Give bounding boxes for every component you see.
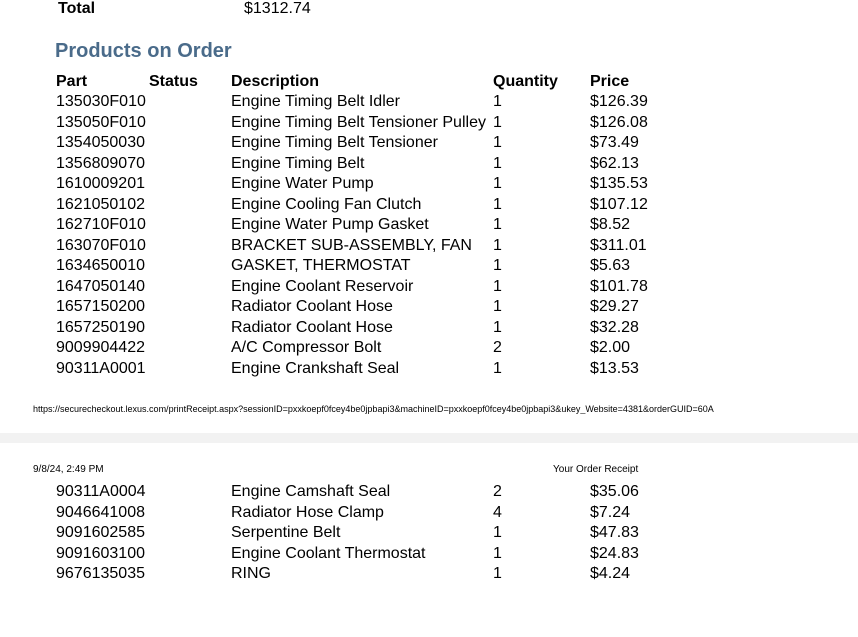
cell-description: Engine Timing Belt Tensioner Pulley: [231, 113, 486, 131]
cell-price: $47.83: [590, 524, 639, 541]
cell-description: Engine Crankshaft Seal: [231, 359, 400, 377]
cell-quantity: 2: [493, 339, 502, 356]
cell-part: 9676135035: [56, 565, 145, 582]
table-row: [0, 297, 858, 318]
cell-price: $29.27: [590, 298, 639, 315]
cell-part: 1354050030: [56, 134, 145, 151]
cell-price: $32.28: [590, 318, 639, 336]
page-footer-url: https://securecheckout.lexus.com/printReceipt.aspx?sessionID=pxxkoepf0fcey4be0jpbapi3&machineID=pxxkoepf0fcey4be0jpbapi3&ukey_Website=4381&orderGUID=60A: [33, 404, 714, 414]
cell-description: Engine Timing Belt Idler: [231, 93, 400, 110]
cell-description: Engine Camshaft Seal: [231, 483, 391, 500]
cell-description: RING: [231, 565, 271, 582]
cell-price: $35.06: [590, 483, 639, 500]
cell-quantity: 1: [493, 544, 502, 562]
cell-part: 1356809070: [56, 154, 145, 172]
cell-quantity: 2: [493, 483, 502, 500]
cell-price: $7.24: [590, 503, 631, 521]
cell-quantity: 1: [493, 195, 502, 213]
cell-description: Radiator Coolant Hose: [231, 298, 393, 315]
cell-part: 1621050102: [56, 195, 145, 213]
cell-description: Engine Timing Belt Tensioner: [231, 134, 438, 151]
cell-quantity: 1: [493, 257, 502, 274]
table-row: [0, 482, 858, 503]
total-value: $1312.74: [244, 0, 311, 17]
cell-description: Serpentine Belt: [231, 524, 341, 541]
cell-description: Engine Coolant Thermostat: [231, 544, 426, 562]
cell-part: 162710F010: [56, 216, 146, 233]
cell-price: $101.78: [590, 277, 648, 295]
cell-price: $107.12: [590, 195, 648, 213]
header-quantity: Quantity: [493, 73, 558, 90]
table-row: [0, 92, 858, 113]
receipt-title: Your Order Receipt: [553, 464, 639, 475]
cell-part: 90311A0004: [56, 483, 146, 500]
cell-price: $135.53: [590, 175, 648, 192]
cell-description: Radiator Hose Clamp: [231, 503, 384, 521]
cell-price: $4.24: [590, 565, 631, 582]
table-row: [0, 359, 858, 380]
table-row: [0, 133, 858, 154]
table-row: [0, 215, 858, 236]
cell-quantity: 1: [493, 113, 502, 131]
table-row: [0, 256, 858, 277]
table-row: [0, 195, 858, 216]
cell-quantity: 1: [493, 216, 502, 233]
cell-description: A/C Compressor Bolt: [231, 339, 382, 356]
cell-price: $8.52: [590, 216, 631, 233]
cell-price: $24.83: [590, 544, 639, 562]
header-part: Part: [56, 73, 88, 90]
page-break: [0, 433, 858, 443]
cell-part: 9046641008: [56, 503, 145, 521]
table-row: [0, 277, 858, 298]
products-table-body-page1: [0, 92, 858, 379]
table-row: [0, 503, 858, 524]
cell-quantity: 1: [493, 154, 502, 172]
table-row: [0, 113, 858, 134]
table-row: [0, 338, 858, 359]
table-row: [0, 544, 858, 565]
cell-quantity: 1: [493, 359, 502, 377]
cell-part: 135030F010: [56, 93, 146, 110]
header-price: Price: [590, 73, 630, 90]
cell-description: Engine Coolant Reservoir: [231, 277, 414, 295]
cell-description: Engine Water Pump Gasket: [231, 216, 429, 233]
cell-part: 9091603100: [56, 544, 145, 562]
cell-quantity: 1: [493, 134, 502, 151]
cell-description: Engine Cooling Fan Clutch: [231, 195, 422, 213]
cell-part: 163070F010: [56, 236, 146, 254]
cell-quantity: 4: [493, 503, 502, 521]
cell-quantity: 1: [493, 524, 502, 541]
cell-part: 9091602585: [56, 524, 145, 541]
cell-price: $5.63: [590, 257, 631, 274]
cell-quantity: 1: [493, 298, 502, 315]
products-section-title: Products on Order: [55, 40, 232, 62]
cell-part: 1634650010: [56, 257, 145, 274]
cell-description: BRACKET SUB-ASSEMBLY, FAN: [231, 236, 472, 254]
cell-description: GASKET, THERMOSTAT: [231, 257, 411, 274]
cell-quantity: 1: [493, 93, 502, 110]
cell-part: 135050F010: [56, 113, 146, 131]
total-label: Total: [58, 0, 96, 17]
cell-part: 1657150200: [56, 298, 145, 315]
products-table-header: [0, 73, 858, 91]
cell-price: $13.53: [590, 359, 639, 377]
print-date: 9/8/24, 2:49 PM: [33, 464, 104, 475]
cell-quantity: 1: [493, 236, 502, 254]
header-description: Description: [231, 73, 320, 90]
products-table-body-page2: [0, 482, 858, 585]
table-row: [0, 154, 858, 175]
cell-price: $2.00: [590, 339, 631, 356]
table-row: [0, 318, 858, 339]
cell-part: 90311A0001: [56, 359, 146, 377]
cell-part: 1657250190: [56, 318, 145, 336]
header-status: Status: [149, 73, 198, 90]
cell-quantity: 1: [493, 277, 502, 295]
table-row: [0, 236, 858, 257]
cell-description: Engine Water Pump: [231, 175, 374, 192]
cell-description: Radiator Coolant Hose: [231, 318, 393, 336]
cell-price: $311.01: [590, 236, 647, 254]
table-row: [0, 564, 858, 585]
cell-price: $126.08: [590, 113, 648, 131]
table-row: [0, 523, 858, 544]
cell-quantity: 1: [493, 565, 502, 582]
cell-price: $126.39: [590, 93, 648, 110]
cell-part: 9009904422: [56, 339, 145, 356]
cell-description: Engine Timing Belt: [231, 154, 365, 172]
cell-price: $73.49: [590, 134, 639, 151]
cell-quantity: 1: [493, 175, 502, 192]
cell-quantity: 1: [493, 318, 502, 336]
cell-part: 1610009201: [56, 175, 145, 192]
cell-part: 1647050140: [56, 277, 145, 295]
cell-price: $62.13: [590, 154, 639, 172]
table-row: [0, 174, 858, 195]
